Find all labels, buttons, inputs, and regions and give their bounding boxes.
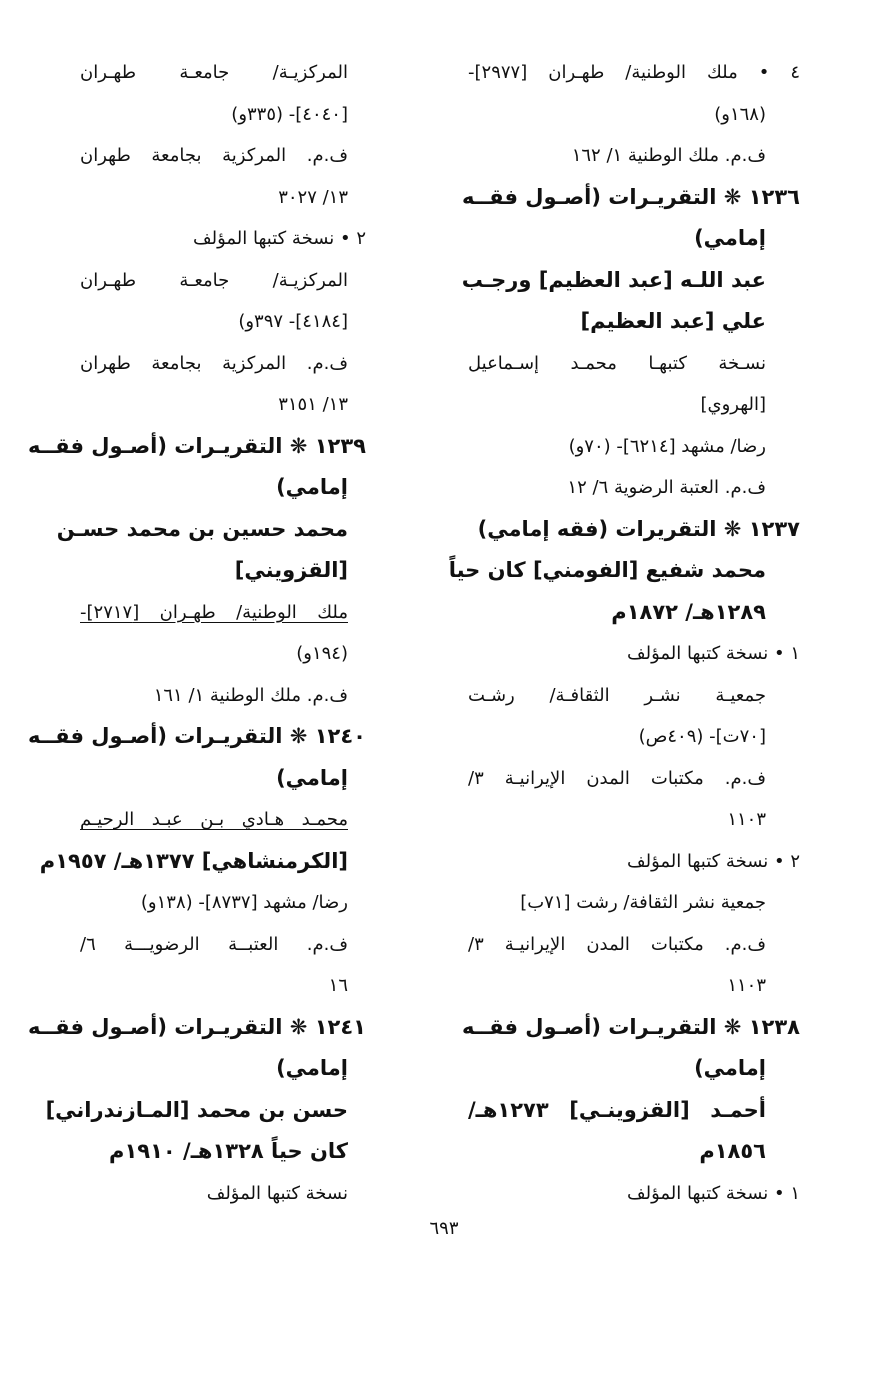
right-column-line: ٤ • ملك الوطنية/ طهـران [٢٩٧٧]-: [468, 62, 800, 83]
right-column-line: عبد اللـه [عبد العظيم] ورجـب: [461, 267, 766, 292]
right-column-line: أحمـد [القزوينـي] ١٢٧٣هـ/: [468, 1097, 766, 1122]
right-column-line: إمامي): [694, 226, 766, 250]
right-column-line: نسـخة كتبهـا محمـد إسـماعيل: [468, 352, 766, 374]
right-column-line: ١ • نسخة كتبها المؤلف: [626, 1182, 800, 1204]
left-column-line: المركزيـة/ جامعـة طهـران: [80, 269, 348, 291]
left-column-line: [القزويني]: [234, 558, 348, 582]
left-column-line: ملك الوطنية/ طهـران [٢٧١٧]-: [80, 601, 348, 623]
left-column: [28, 52, 366, 1214]
right-column-line: إمامي): [694, 1056, 766, 1080]
left-column-line: إمامي): [276, 475, 348, 499]
right-column-line: علي [عبد العظيم]: [580, 309, 766, 333]
right-column-line: رضا/ مشهد [٦٢١٤]- (٧٠و): [568, 435, 766, 457]
left-column-line: محمـد هـادي بـن عبـد الرحيـم: [80, 809, 348, 830]
left-column-line: رضا/ مشهد [٨٧٣٧]- (١٣٨و): [140, 892, 348, 913]
right-column-line: ف.م. مكتبات المدن الإيرانيـة ٣/: [468, 933, 766, 955]
left-column-line: ١٣/ ٣٠٢٧: [278, 186, 348, 208]
left-column-line: [الكرمنشاهي] ١٣٧٧هـ/ ١٩٥٧م: [39, 848, 348, 873]
right-column-line: ١ • نسخة كتبها المؤلف: [626, 643, 800, 664]
right-column-line: ف.م. ملك الوطنية ١/ ١٦٢: [571, 145, 766, 166]
left-column-line: ١٢٣٩ ❋ التقريـرات (أصـول فقــه: [28, 433, 366, 458]
right-column-line: ١١٠٣: [727, 975, 766, 996]
right-column-line: ١٢٣٨ ❋ التقريـرات (أصـول فقــه: [462, 1014, 800, 1039]
left-column-line: نسخة كتبها المؤلف: [206, 1182, 348, 1204]
right-column-line: جمعيـة نشـر الثقافـة/ رشـت: [468, 684, 766, 706]
left-column-line: ف.م. العتبــة الرضويـــة ٦/: [80, 933, 348, 955]
right-column-line: جمعية نشر الثقافة/ رشت [٧١ب]: [520, 892, 766, 913]
right-column-line: [٧٠ت]- (٤٠٩ص): [638, 726, 766, 747]
left-column-line: إمامي): [276, 1056, 348, 1080]
left-column-line: [٤١٨٤]- ٣٩٧و): [238, 311, 348, 332]
right-column-line: (١٦٨و): [714, 103, 766, 125]
right-column-line: ٢ • نسخة كتبها المؤلف: [626, 850, 800, 872]
left-column-line: ١٣/ ٣١٥١: [278, 394, 348, 415]
right-column: [448, 52, 800, 1214]
right-column-line: ١٢٨٩هـ/ ١٨٧٢م: [611, 599, 766, 624]
right-column-line: ف.م. العتبة الرضوية ٦/ ١٢: [567, 477, 766, 498]
left-column-line: (١٩٤و): [296, 643, 348, 664]
right-column-line: [الهروي]: [700, 394, 766, 415]
left-column-line: [٤٠٤٠]- (٣٣٥و): [231, 103, 348, 125]
left-column-line: ف.م. المركزية بجامعة طهران: [80, 352, 348, 374]
left-column-line: ف.م. المركزية بجامعة طهران: [80, 145, 348, 166]
right-column-line: ١٢٣٦ ❋ التقريـرات (أصـول فقــه: [462, 184, 800, 209]
left-column-line: ١٢٤٠ ❋ التقريـرات (أصـول فقــه: [28, 724, 366, 748]
left-column-line: ف.م. ملك الوطنية ١/ ١٦١: [153, 684, 348, 706]
right-column-line: ١٢٣٧ ❋ التقريرات (فقه إمامي): [477, 516, 800, 541]
left-column-line: حسن بن محمد [المـازندراني]: [45, 1097, 348, 1122]
left-column-line: إمامي): [276, 765, 348, 790]
page-number: ٦٩٣: [429, 1218, 459, 1239]
right-column-line: ١٨٥٦م: [699, 1139, 766, 1163]
left-column-line: كان حياً ١٣٢٨هـ/ ١٩١٠م: [109, 1139, 348, 1163]
left-column-line: محمد حسين بن محمد حسـن: [56, 516, 348, 541]
left-column-line: المركزيـة/ جامعـة طهـران: [80, 62, 348, 83]
left-column-line: ٢ • نسخة كتبها المؤلف: [192, 228, 366, 249]
right-column-line: ١١٠٣: [727, 809, 766, 830]
right-column-line: ف.م. مكتبات المدن الإيرانيـة ٣/: [468, 767, 766, 789]
left-column-line: ١٦: [328, 975, 348, 996]
right-column-line: محمد شفيع [الفومني] كان حياً: [448, 558, 766, 582]
left-column-line: ١٢٤١ ❋ التقريـرات (أصـول فقــه: [28, 1014, 366, 1039]
